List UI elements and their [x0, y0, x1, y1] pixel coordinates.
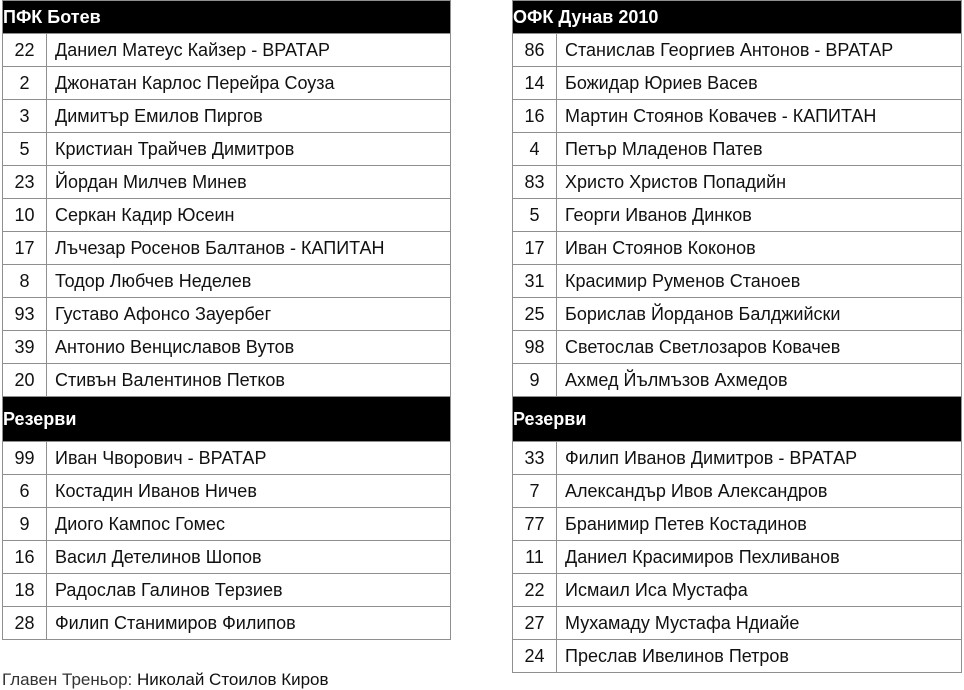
reserves-title: Резерви	[513, 397, 962, 442]
player-row	[3, 265, 451, 298]
head-coach-line	[2, 670, 329, 690]
player-row	[513, 541, 962, 574]
player-row	[513, 199, 962, 232]
player-row	[513, 232, 962, 265]
player-number: 3	[3, 100, 47, 133]
player-number: 33	[513, 442, 557, 475]
reserves-title: Резерви	[3, 397, 451, 442]
coach-name: Николай Стоилов Киров	[136, 670, 329, 689]
player-number: 98	[513, 331, 557, 364]
player-row	[3, 133, 451, 166]
player-name: Преслав Ивелинов Петров	[557, 640, 962, 673]
player-name: Георги Иванов Динков	[557, 199, 962, 232]
player-row	[3, 541, 451, 574]
player-name: Александър Ивов Александров	[557, 475, 962, 508]
player-row	[3, 166, 451, 199]
player-name: Стивън Валентинов Петков	[47, 364, 451, 397]
reserves-dunav	[513, 397, 962, 673]
reserves-botev	[3, 397, 451, 640]
player-row	[513, 133, 962, 166]
player-name: Станислав Георгиев Антонов - ВРАТАР	[557, 34, 962, 67]
player-name: Даниел Красимиров Пехливанов	[557, 541, 962, 574]
player-number: 8	[3, 265, 47, 298]
player-row	[513, 34, 962, 67]
player-number: 16	[3, 541, 47, 574]
player-name: Божидар Юриев Васев	[557, 67, 962, 100]
player-row	[3, 574, 451, 607]
player-number: 28	[3, 607, 47, 640]
player-number: 27	[513, 607, 557, 640]
player-number: 16	[513, 100, 557, 133]
roster-table-dunav	[512, 0, 962, 673]
player-row	[3, 67, 451, 100]
player-name: Димитър Емилов Пиргов	[47, 100, 451, 133]
player-name: Тодор Любчев Неделев	[47, 265, 451, 298]
player-row	[513, 475, 962, 508]
team-header-row	[513, 1, 962, 34]
player-number: 86	[513, 34, 557, 67]
player-name: Филип Иванов Димитров - ВРАТАР	[557, 442, 962, 475]
player-name: Петър Младенов Патев	[557, 133, 962, 166]
player-row	[513, 442, 962, 475]
player-name: Иван Стоянов Коконов	[557, 232, 962, 265]
player-row	[3, 364, 451, 397]
player-row	[513, 607, 962, 640]
player-number: 22	[3, 34, 47, 67]
team-botev	[2, 0, 451, 640]
player-row	[3, 34, 451, 67]
player-name: Борислав Йорданов Балджийски	[557, 298, 962, 331]
player-row	[3, 232, 451, 265]
player-row	[513, 298, 962, 331]
player-row	[513, 364, 962, 397]
player-row	[513, 100, 962, 133]
player-row	[513, 574, 962, 607]
player-number: 11	[513, 541, 557, 574]
player-number: 5	[3, 133, 47, 166]
player-number: 17	[3, 232, 47, 265]
player-name: Костадин Иванов Ничев	[47, 475, 451, 508]
player-number: 39	[3, 331, 47, 364]
player-row	[3, 331, 451, 364]
player-number: 9	[513, 364, 557, 397]
player-number: 10	[3, 199, 47, 232]
player-number: 20	[3, 364, 47, 397]
starters-botev	[3, 1, 451, 397]
player-number: 17	[513, 232, 557, 265]
player-name: Радослав Галинов Терзиев	[47, 574, 451, 607]
player-row	[513, 67, 962, 100]
starters-dunav	[513, 1, 962, 397]
reserves-header-row	[513, 397, 962, 442]
player-row	[513, 640, 962, 673]
player-name: Серкан Кадир Юсеин	[47, 199, 451, 232]
player-row	[513, 265, 962, 298]
player-name: Даниел Матеус Кайзер - ВРАТАР	[47, 34, 451, 67]
player-name: Ахмед Йълмъзов Ахмедов	[557, 364, 962, 397]
team-name: ПФК Ботев	[3, 1, 451, 34]
player-number: 9	[3, 508, 47, 541]
player-name: Христо Христов Попадийн	[557, 166, 962, 199]
player-row	[513, 508, 962, 541]
player-row	[3, 298, 451, 331]
player-number: 99	[3, 442, 47, 475]
player-name: Мартин Стоянов Ковачев - КАПИТАН	[557, 100, 962, 133]
reserves-header-row	[3, 397, 451, 442]
player-number: 23	[3, 166, 47, 199]
player-row	[3, 475, 451, 508]
player-number: 31	[513, 265, 557, 298]
player-number: 6	[3, 475, 47, 508]
team-dunav	[512, 0, 962, 673]
player-name: Филип Станимиров Филипов	[47, 607, 451, 640]
player-row	[3, 508, 451, 541]
player-name: Светослав Светлозаров Ковачев	[557, 331, 962, 364]
player-name: Джонатан Карлос Перейра Соуза	[47, 67, 451, 100]
player-name: Мухамаду Мустафа Ндиайе	[557, 607, 962, 640]
player-number: 83	[513, 166, 557, 199]
player-name: Кристиан Трайчев Димитров	[47, 133, 451, 166]
player-name: Исмаил Иса Мустафа	[557, 574, 962, 607]
player-row	[3, 100, 451, 133]
player-name: Диого Кампос Гомес	[47, 508, 451, 541]
player-number: 24	[513, 640, 557, 673]
player-number: 93	[3, 298, 47, 331]
player-name: Васил Детелинов Шопов	[47, 541, 451, 574]
player-name: Красимир Руменов Станоев	[557, 265, 962, 298]
player-row	[513, 166, 962, 199]
player-number: 7	[513, 475, 557, 508]
coach-label: Главен Треньор:	[2, 670, 137, 689]
player-name: Антонио Венциславов Вутов	[47, 331, 451, 364]
player-name: Йордан Милчев Минев	[47, 166, 451, 199]
player-name: Бранимир Петев Костадинов	[557, 508, 962, 541]
player-number: 18	[3, 574, 47, 607]
player-number: 5	[513, 199, 557, 232]
player-name: Иван Чворович - ВРАТАР	[47, 442, 451, 475]
player-number: 77	[513, 508, 557, 541]
player-row	[513, 331, 962, 364]
player-number: 25	[513, 298, 557, 331]
team-name: ОФК Дунав 2010	[513, 1, 962, 34]
roster-table-botev	[2, 0, 451, 640]
player-number: 2	[3, 67, 47, 100]
player-number: 22	[513, 574, 557, 607]
player-row	[3, 442, 451, 475]
player-row	[3, 607, 451, 640]
player-name: Густаво Афонсо Зауербег	[47, 298, 451, 331]
team-header-row	[3, 1, 451, 34]
player-name: Лъчезар Росенов Балтанов - КАПИТАН	[47, 232, 451, 265]
player-number: 14	[513, 67, 557, 100]
player-row	[3, 199, 451, 232]
player-number: 4	[513, 133, 557, 166]
